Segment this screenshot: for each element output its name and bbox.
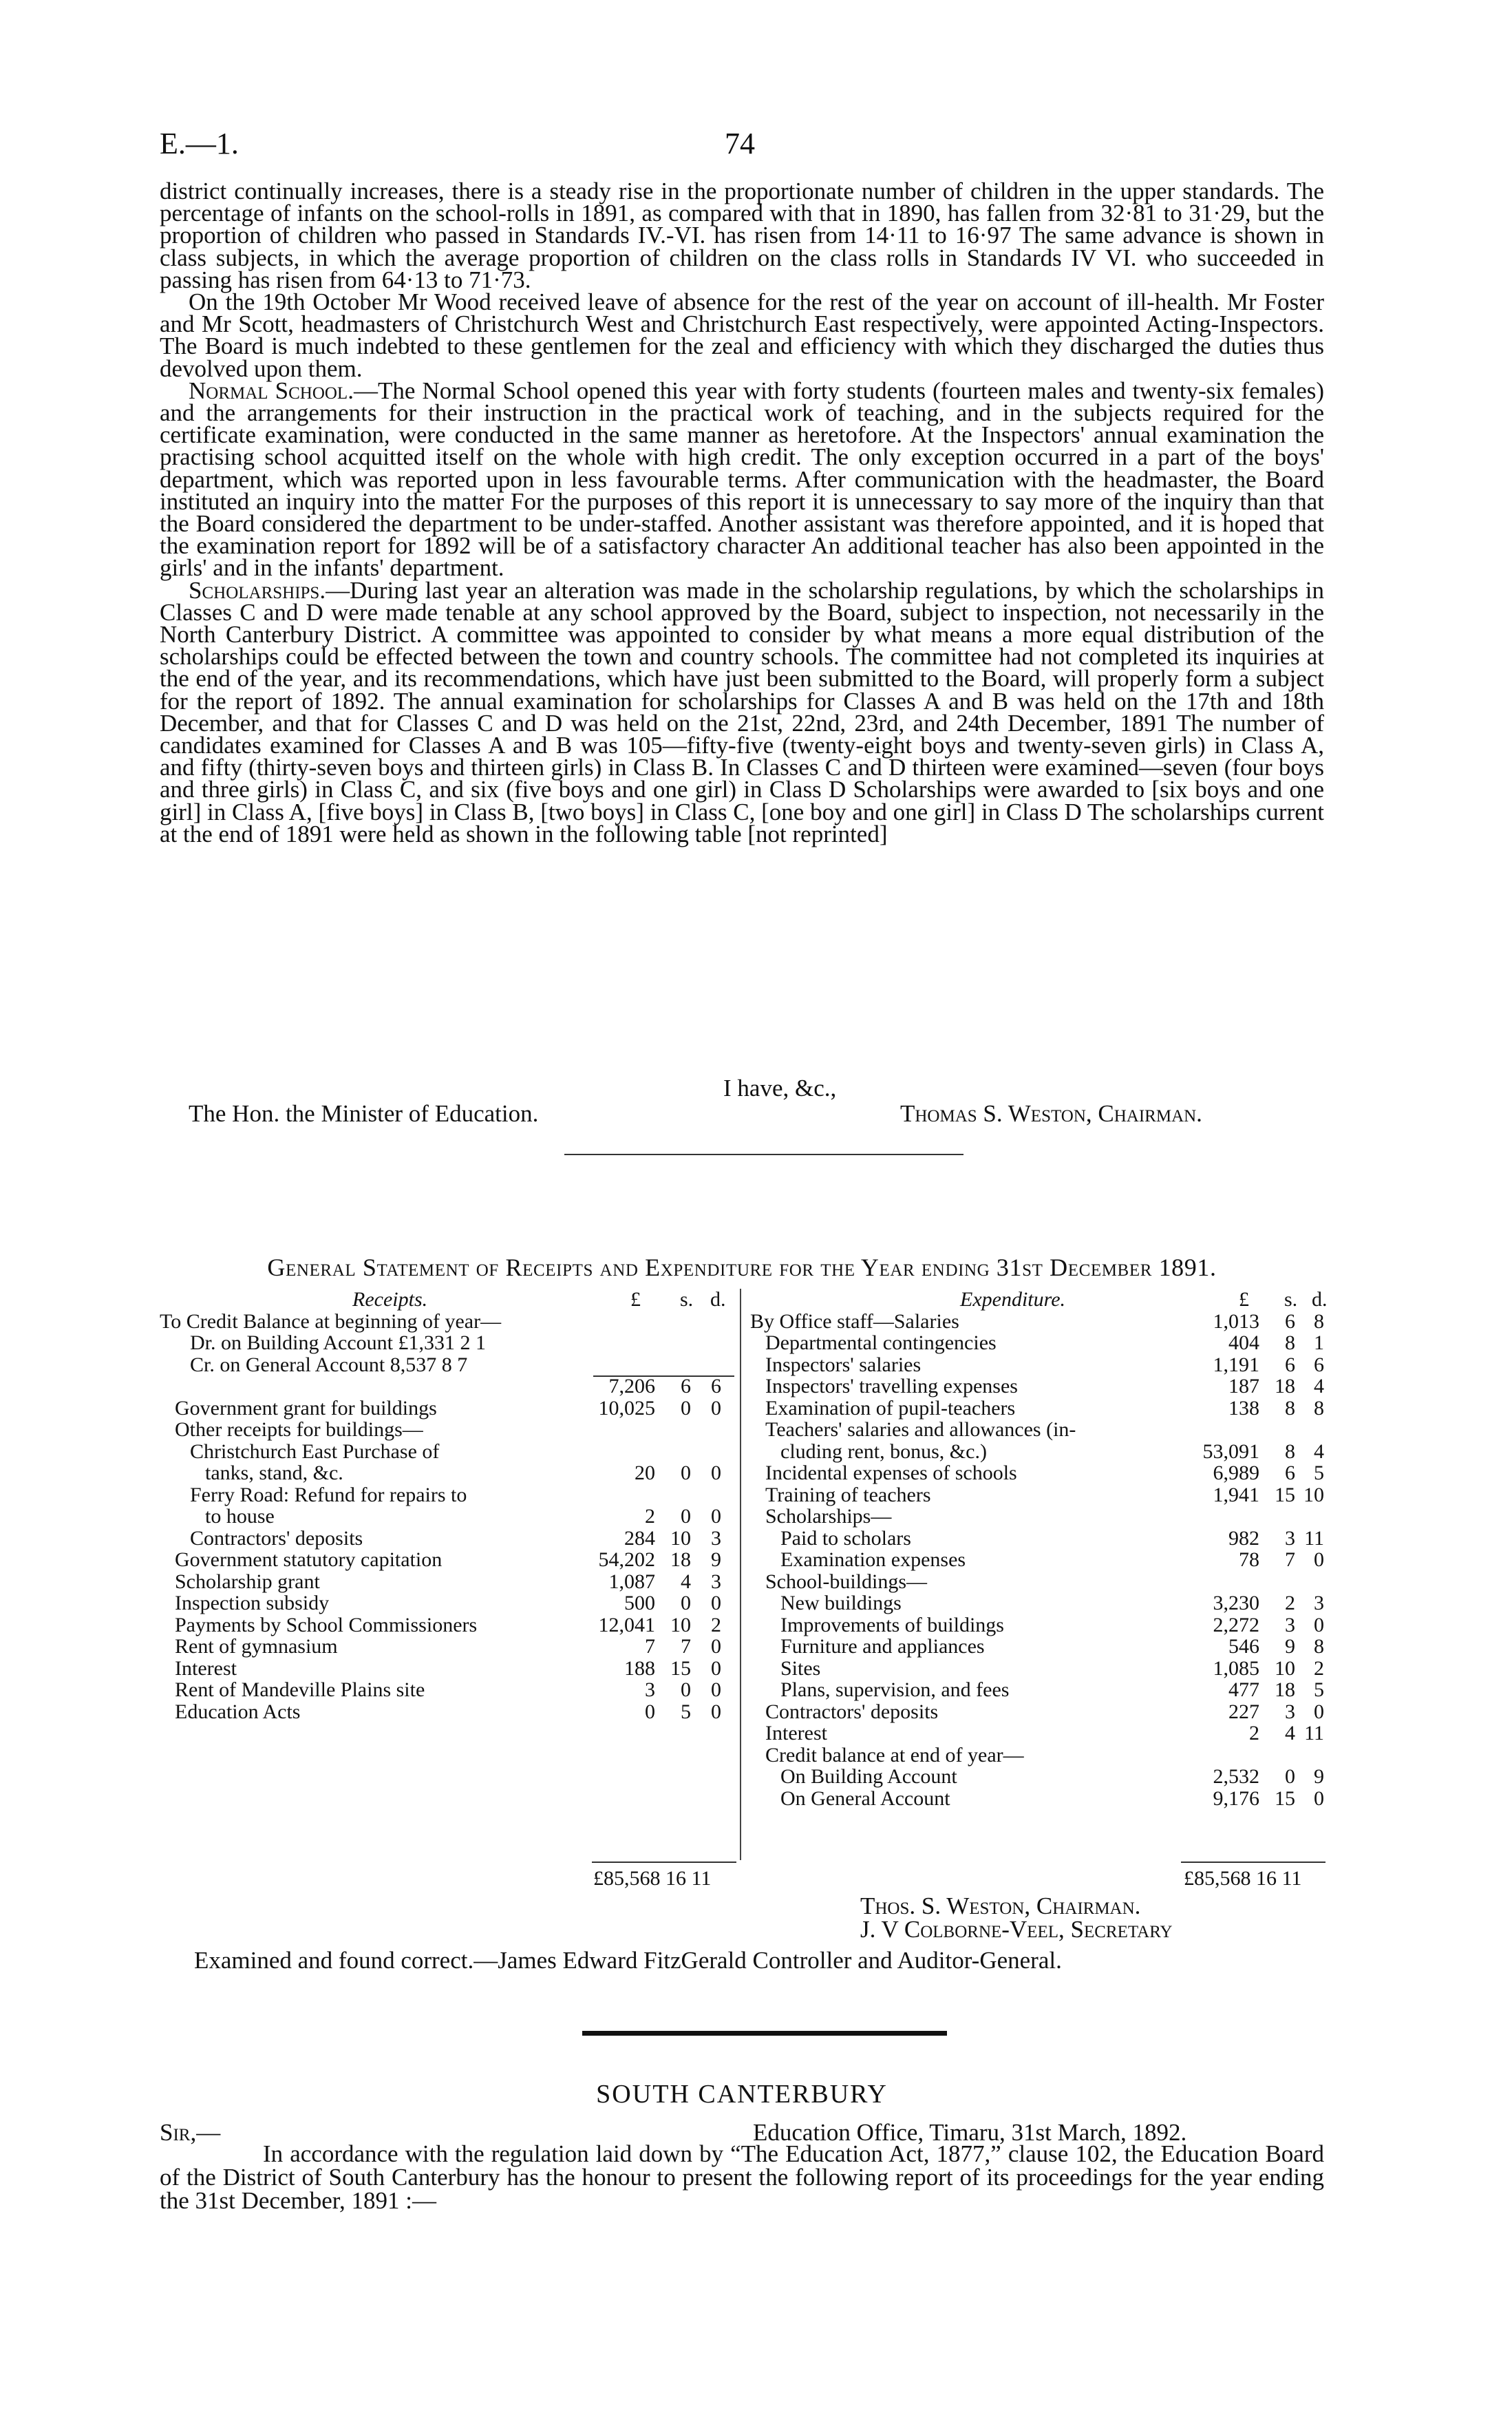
receipt-pence: 2	[711, 1613, 721, 1636]
report-body	[160, 180, 1324, 845]
receipt-label: Christchurch East Purchase of	[190, 1439, 440, 1463]
receipt-pence: 0	[711, 1505, 721, 1528]
receipt-pence: 0	[711, 1656, 721, 1680]
expenditure-shilling-heading: s.	[1284, 1288, 1298, 1311]
receipt-pounds: 10,025	[598, 1396, 655, 1420]
receipt-shillings: 0	[681, 1505, 691, 1528]
receipt-label: To Credit Balance at beginning of year—	[160, 1309, 502, 1333]
expenditure-shillings: 18	[1275, 1375, 1295, 1398]
section-heading-south-canterbury: SOUTH CANTERBURY	[596, 2080, 888, 2109]
expenditure-row	[750, 1549, 1328, 1571]
receipt-shillings: 10	[670, 1613, 691, 1636]
scholarships-heading: Scholarships.	[189, 576, 326, 604]
receipt-row	[160, 1679, 734, 1701]
expenditure-row	[750, 1679, 1328, 1701]
expenditure-pounds: 187	[1228, 1375, 1259, 1398]
receipt-row	[160, 1484, 734, 1506]
receipt-row	[160, 1375, 734, 1398]
receipt-row	[160, 1614, 734, 1636]
expenditure-pence: 8	[1314, 1309, 1324, 1333]
expenditure-pence: 0	[1314, 1548, 1324, 1571]
expenditure-pounds: 6,989	[1213, 1462, 1259, 1484]
normal-school-text: —The Normal School opened this year with forty students (fourteen males and twenty-six females) and the arrangements for their instruction in the practical work of teaching, and in the subjects required for the certificate examination, were conducted in the same manner as heretofore. At the Inspectors' annual examination the practising school acquitted itself on the whole with high credit. The only exception occurred in a part of the boys' department, which was reported upon in less favourable terms. After communication with the headmaster, the Board instituted an inquiry into the matter For the purposes of this report it is unnecessary to say more of the inquiry than that the Board considered the department to be under-staffed. Another assistant was therefore appointed, and it is hoped that the examination report for 1892 will be of a satisfactory character An additional teacher has also been appointed in the girls' and in the infants' department.	[160, 377, 1324, 582]
expenditure-pounds: 1,085	[1213, 1656, 1259, 1680]
receipt-row	[160, 1354, 734, 1376]
receipts-list	[160, 1311, 734, 1723]
paragraph-scholarships	[160, 576, 1324, 847]
expenditure-row	[750, 1528, 1328, 1550]
receipt-shillings: 7	[681, 1635, 691, 1658]
receipt-pence: 9	[711, 1548, 721, 1571]
receipt-shillings: 5	[681, 1700, 691, 1723]
expenditure-pence-heading: d.	[1312, 1288, 1328, 1311]
expenditure-pounds: 2,532	[1213, 1765, 1259, 1788]
expenditure-row	[750, 1311, 1328, 1333]
expenditure-shillings: 6	[1285, 1309, 1295, 1333]
expenditure-pounds: 2	[1249, 1722, 1259, 1744]
receipt-row	[160, 1658, 734, 1680]
expenditure-pounds: 2,272	[1213, 1613, 1259, 1636]
expenditure-pounds: 3,230	[1213, 1592, 1259, 1614]
expenditure-label: cluding rent, bonus, &c.)	[780, 1439, 987, 1463]
receipt-row	[160, 1398, 734, 1420]
expenditure-row	[750, 1722, 1328, 1744]
receipt-row	[160, 1311, 734, 1333]
expenditure-pence: 0	[1314, 1613, 1324, 1636]
expenditure-pounds: 1,191	[1213, 1353, 1259, 1376]
receipt-label: Government grant for buildings	[175, 1396, 437, 1420]
expenditure-label: On General Account	[780, 1786, 950, 1810]
paragraph-normal-school	[160, 377, 1324, 582]
expenditure-label: Sites	[780, 1656, 821, 1680]
intro-paragraph: In accordance with the regulation laid down by “The Education Act, 1877,” clause 102, the Education Board of the District of South Canterbury has the honour to present the following report of its proceedings for the year ending the 31st December, 1891 :—	[160, 2140, 1324, 2214]
expenditure-shillings: 10	[1275, 1656, 1295, 1680]
receipt-row	[160, 1528, 734, 1550]
receipt-pence: 0	[711, 1592, 721, 1614]
expenditure-pence: 4	[1314, 1375, 1324, 1398]
salutation: Sir,—	[160, 2119, 221, 2146]
receipt-label: Ferry Road: Refund for repairs to	[190, 1483, 467, 1506]
expenditure-pence: 8	[1314, 1396, 1324, 1420]
expenditure-shillings: 7	[1285, 1548, 1295, 1571]
receipt-pounds: 12,041	[598, 1613, 655, 1636]
expenditure-label: Paid to scholars	[780, 1526, 911, 1550]
receipt-pounds: 1,087	[608, 1570, 655, 1593]
expenditure-row	[750, 1571, 1328, 1593]
receipt-label: Dr. on Building Account £1,331 2 1	[190, 1331, 486, 1354]
receipt-label: tanks, stand, &c.	[205, 1462, 343, 1484]
expenditure-row	[750, 1506, 1328, 1528]
expenditure-label: School-buildings—	[765, 1570, 928, 1593]
expenditure-row	[750, 1744, 1328, 1767]
expenditure-pounds: 404	[1228, 1331, 1259, 1354]
closing-block	[189, 1077, 1324, 1100]
receipt-pence: 3	[711, 1526, 721, 1550]
receipts-heading: Receipts.	[352, 1288, 428, 1311]
expenditure-total-rule	[1181, 1862, 1325, 1863]
receipt-shillings: 10	[670, 1526, 691, 1550]
expenditure-shillings: 3	[1285, 1700, 1295, 1723]
receipt-label: to house	[205, 1505, 275, 1528]
receipt-pounds: 188	[624, 1656, 655, 1680]
expenditure-pence: 0	[1314, 1786, 1324, 1810]
expenditure-row	[750, 1484, 1328, 1506]
expenditure-row	[750, 1419, 1328, 1441]
expenditure-shillings: 3	[1285, 1526, 1295, 1550]
receipt-pence: 0	[711, 1678, 721, 1701]
receipt-label: Other receipts for buildings—	[175, 1418, 423, 1441]
expenditure-label: Furniture and appliances	[780, 1635, 985, 1658]
receipt-label: Government statutory capitation	[175, 1548, 443, 1571]
receipt-label: Interest	[175, 1656, 237, 1680]
expenditure-shillings: 6	[1285, 1353, 1295, 1376]
expenditure-label: Scholarships—	[765, 1505, 892, 1528]
expenditure-label: Departmental contingencies	[765, 1331, 997, 1354]
expenditure-pounds: 477	[1228, 1678, 1259, 1701]
expenditure-shillings: 8	[1285, 1331, 1295, 1354]
expenditure-pounds: 1,941	[1213, 1483, 1259, 1506]
expenditure-pence: 4	[1314, 1439, 1324, 1463]
receipt-pence: 0	[711, 1700, 721, 1723]
expenditure-shillings: 8	[1285, 1396, 1295, 1420]
expenditure-row	[750, 1788, 1328, 1810]
expenditure-total: £85,568 16 11	[1184, 1867, 1302, 1890]
receipt-shillings: 15	[670, 1656, 691, 1680]
expenditure-pounds: 53,091	[1202, 1439, 1259, 1463]
paragraph-standards: district continually increases, there is a steady rise in the proportionate number of children in the upper standards. The percentage of infants on the school-rolls in 1891, as compared with that in 1890, has fallen from 32·81 to 31·29, but the proportion of children who passed in Standards IV.-VI. has risen from 14·11 to 16·97 The same advance is shown in class subjects, in which the average proportion of children on the class rolls in Standards IV VI. who succeeded in passing has risen from 64·13 to 71·73.	[160, 178, 1324, 293]
receipt-subtotal-rule	[593, 1375, 734, 1377]
receipt-label: Inspection subsidy	[175, 1592, 330, 1614]
receipt-shillings: 18	[670, 1548, 691, 1571]
expenditure-pence: 1	[1314, 1331, 1324, 1354]
expenditure-pounds: 138	[1228, 1396, 1259, 1420]
receipt-label: Cr. on General Account 8,537 8 7	[190, 1353, 468, 1376]
receipt-row	[160, 1592, 734, 1614]
expenditure-pence: 6	[1314, 1353, 1324, 1376]
expenditure-pounds: 546	[1228, 1635, 1259, 1658]
expenditure-shillings: 3	[1285, 1613, 1295, 1636]
receipt-row	[160, 1419, 734, 1441]
expenditure-row	[750, 1354, 1328, 1376]
chairman-signature: Thos. S. Weston, Chairman.	[860, 1892, 1141, 1919]
expenditure-shillings: 15	[1275, 1483, 1295, 1506]
expenditure-row	[750, 1658, 1328, 1680]
statement-title: General Statement of Receipts and Expenditure for the Year ending 31st December 1891.	[267, 1254, 1217, 1281]
receipts-total-rule	[592, 1862, 736, 1863]
receipt-shillings: 6	[681, 1375, 691, 1398]
expenditure-row	[750, 1614, 1328, 1636]
receipts-column	[160, 1289, 734, 1722]
receipt-row	[160, 1701, 734, 1723]
expenditure-pence: 8	[1314, 1635, 1324, 1658]
expenditure-pence: 5	[1314, 1462, 1324, 1484]
expenditure-list	[750, 1311, 1328, 1810]
expenditure-row	[750, 1441, 1328, 1463]
receipt-pounds: 0	[645, 1700, 655, 1723]
expenditure-pence: 11	[1304, 1722, 1324, 1744]
expenditure-shillings: 0	[1285, 1765, 1295, 1788]
secretary-signature: J. V Colborne-Veel, Secretary	[860, 1916, 1173, 1943]
expenditure-shillings: 2	[1285, 1592, 1295, 1614]
expenditure-label: Inspectors' travelling expenses	[765, 1375, 1018, 1398]
expenditure-label: Inspectors' salaries	[765, 1353, 922, 1376]
normal-school-heading: Normal School.	[189, 377, 354, 404]
expenditure-label: New buildings	[780, 1592, 902, 1614]
expenditure-label: Interest	[765, 1722, 827, 1744]
receipt-pence: 0	[711, 1635, 721, 1658]
expenditure-shillings: 8	[1285, 1439, 1295, 1463]
column-divider	[740, 1289, 741, 1860]
document-reference: E.—1.	[160, 127, 239, 160]
expenditure-row	[750, 1766, 1328, 1788]
expenditure-label: Examination expenses	[780, 1548, 966, 1571]
receipt-label: Contractors' deposits	[190, 1526, 363, 1550]
expenditure-label: Incidental expenses of schools	[765, 1462, 1017, 1484]
expenditure-label: By Office staff—Salaries	[750, 1309, 959, 1333]
expenditure-row	[750, 1398, 1328, 1420]
receipt-pounds: 2	[645, 1505, 655, 1528]
receipt-pounds: 20	[635, 1462, 655, 1484]
addressee: The Hon. the Minister of Education.	[189, 1100, 539, 1127]
receipt-pence: 0	[711, 1396, 721, 1420]
expenditure-label: Plans, supervision, and fees	[780, 1678, 1010, 1701]
receipt-row	[160, 1636, 734, 1658]
expenditure-label: Improvements of buildings	[780, 1613, 1004, 1636]
expenditure-label: Examination of pupil-teachers	[765, 1396, 1016, 1420]
receipt-row	[160, 1571, 734, 1593]
expenditure-row	[750, 1375, 1328, 1398]
expenditure-shillings: 4	[1285, 1722, 1295, 1744]
paragraph-inspectors: On the 19th October Mr Wood received leave of absence for the rest of the year on account of ill-health. Mr Foster and Mr Scott, headmasters of Christchurch West and Christchurch East respectively, were appointed Acting-Inspectors. The Board is much indebted to these gentlemen for the zeal and efficiency with which they discharged the duties thus devolved upon them.	[160, 288, 1324, 382]
expenditure-label: Teachers' salaries and allowances (in-	[765, 1418, 1076, 1441]
expenditure-column	[750, 1289, 1328, 1809]
expenditure-pounds: 982	[1228, 1526, 1259, 1550]
expenditure-label: Credit balance at end of year—	[765, 1743, 1024, 1767]
receipt-label: Payments by School Commissioners	[175, 1613, 478, 1636]
expenditure-label: On Building Account	[780, 1765, 957, 1788]
receipt-pounds: 54,202	[598, 1548, 655, 1571]
receipt-label: Rent of Mandeville Plains site	[175, 1678, 425, 1701]
receipts-pound-heading: £	[630, 1288, 641, 1311]
receipt-pounds: 7,206	[608, 1375, 655, 1398]
receipt-pounds: 7	[645, 1635, 655, 1658]
receipts-shilling-heading: s.	[680, 1288, 694, 1311]
receipt-row	[160, 1506, 734, 1528]
receipt-shillings: 0	[681, 1592, 691, 1614]
expenditure-shillings: 15	[1275, 1786, 1295, 1810]
expenditure-row	[750, 1636, 1328, 1658]
receipt-shillings: 0	[681, 1678, 691, 1701]
receipt-label: Scholarship grant	[175, 1570, 320, 1593]
receipts-total: £85,568 16 11	[593, 1867, 712, 1890]
expenditure-heading: Expenditure.	[960, 1288, 1066, 1311]
south-canterbury-intro	[160, 2142, 1324, 2213]
receipt-pounds: 284	[624, 1526, 655, 1550]
expenditure-pence: 11	[1304, 1526, 1324, 1550]
receipt-row	[160, 1462, 734, 1484]
expenditure-pence: 5	[1314, 1678, 1324, 1701]
expenditure-pounds: 9,176	[1213, 1786, 1259, 1810]
place-date: Education Office, Timaru, 31st March, 1892.	[753, 2119, 1187, 2146]
expenditure-pence: 10	[1303, 1483, 1324, 1506]
receipt-label: Education Acts	[175, 1700, 301, 1723]
receipt-pounds: 500	[624, 1592, 655, 1614]
receipt-label: Rent of gymnasium	[175, 1635, 338, 1658]
expenditure-label: Training of teachers	[765, 1483, 931, 1506]
receipt-pence: 0	[711, 1462, 721, 1484]
scholarships-text: —During last year an alteration was made in the scholarship regulations, by which the scholarships in Classes C and D were made tenable at any school approved by the Board, subject to inspection, not necessarily in the North Canterbury District. A committee was appointed to consider by what means a more equal distribution of the scholarships could be effected between the town and country schools. The committee had not completed its inquiries at the end of the year, and its recommendations, which have just been submitted to the Board, will properly form a subject for the report of 1892. The annual examination for scholarships for Classes A and B was held on the 17th and 18th December, and that for Classes C and D was held on the 21st, 22nd, 23rd, and 24th December, 1891 The number of candidates examined for Classes A and B was 105—fifty-five (twenty-eight boys and twenty-seven girls) in Class A, and fifty (thirty-seven boys and thirteen girls) in Class B. In Classes C and D thirteen were examined—seven (four boys and three girls) in Class C, and six (five boys and one girl) in Class D Scholarships were awarded to [six boys and one girl] in Class A, [five boys] in Class B, [two boys] in Class C, [one boy and one girl] in Class D The scholarships current at the end of 1891 were held as shown in the following table [not reprinted]	[160, 576, 1324, 847]
receipt-pounds: 3	[645, 1678, 655, 1701]
expenditure-pound-heading: £	[1239, 1288, 1249, 1311]
expenditure-pence: 3	[1314, 1592, 1324, 1614]
receipt-shillings: 0	[681, 1462, 691, 1484]
expenditure-shillings: 9	[1285, 1635, 1295, 1658]
i-have: I have, &c.,	[723, 1075, 837, 1101]
expenditure-shillings: 18	[1275, 1678, 1295, 1701]
page-number: 74	[725, 127, 755, 160]
expenditure-row	[750, 1462, 1328, 1484]
receipts-pence-heading: d.	[710, 1288, 726, 1311]
receipt-pence: 3	[711, 1570, 721, 1593]
expenditure-row	[750, 1701, 1328, 1723]
receipt-row	[160, 1441, 734, 1463]
auditor-note: Examined and found correct.—James Edward FitzGerald Controller and Auditor-General.	[194, 1947, 1062, 1974]
receipt-row	[160, 1549, 734, 1571]
thick-divider	[582, 2031, 947, 2036]
expenditure-pence: 9	[1314, 1765, 1324, 1788]
receipt-pence: 6	[711, 1375, 721, 1398]
expenditure-pence: 2	[1314, 1656, 1324, 1680]
expenditure-pounds: 227	[1228, 1700, 1259, 1723]
receipt-row	[160, 1332, 734, 1354]
section-divider	[564, 1154, 963, 1155]
closing-signatory: Thomas S. Weston, Chairman.	[900, 1100, 1202, 1127]
expenditure-pounds: 78	[1239, 1548, 1259, 1571]
expenditure-row	[750, 1332, 1328, 1354]
expenditure-label: Contractors' deposits	[765, 1700, 939, 1723]
expenditure-row	[750, 1592, 1328, 1614]
expenditure-pence: 0	[1314, 1700, 1324, 1723]
expenditure-shillings: 6	[1285, 1462, 1295, 1484]
expenditure-pounds: 1,013	[1213, 1309, 1259, 1333]
receipt-shillings: 0	[681, 1396, 691, 1420]
receipt-shillings: 4	[681, 1570, 691, 1593]
